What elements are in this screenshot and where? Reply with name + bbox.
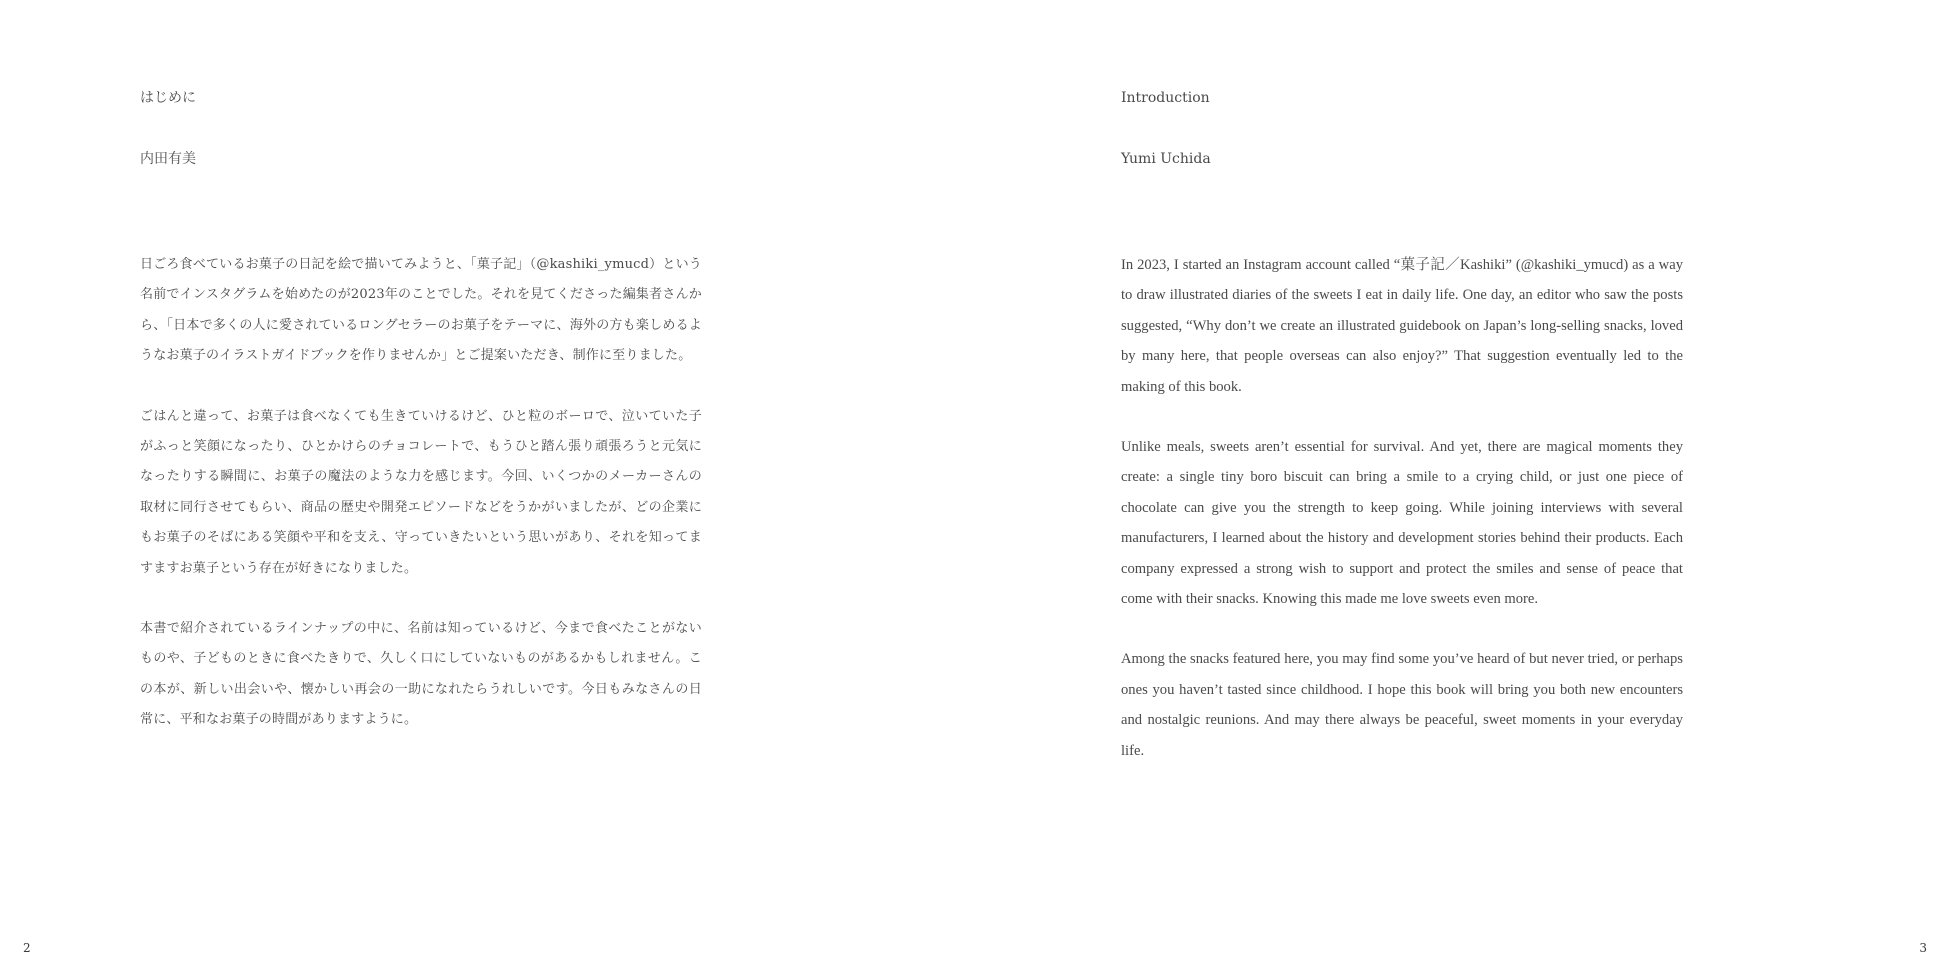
page-title-japanese: はじめに	[140, 90, 196, 106]
body-text-english	[1121, 250, 1683, 766]
paragraph-1-japanese: 日ごろ食べているお菓子の日記を絵で描いてみようと、「菓子記」（@kashiki_ymucd）という名前でインスタグラムを始めたのが2023年のことでした。それを見てくださった編集者さんから、「日本で多くの人に愛されているロングセラーのお菓子をテーマに、海外の方も楽しめるようなお菓子のイラストガイドブックを作りませんか」とご提案いただき、制作に至りました。	[140, 257, 702, 364]
paragraph-3-english: Among the snacks featured here, you may find some you’ve heard of but never tried, or perhaps ones you haven’t tasted since childhood. I hope this book will bring you both new encounters and nostalgic reunions. And may there always be peaceful, sweet moments in your everyday life.	[1121, 651, 1683, 759]
paragraph-3-japanese: 本書で紹介されているラインナップの中に、名前は知っているけど、今まで食べたことがないものや、子どものときに食べたきりで、久しく口にしていないものがあるかもしれません。この本が、新しい出会いや、懐かしい再会の一助になれたらうれしいです。今日もみなさんの日常に、平和なお菓子の時間がありますように。	[140, 621, 702, 728]
page-title-english: Introduction	[1121, 90, 1210, 106]
page-number-right: 3	[1919, 941, 1927, 955]
english-column	[1121, 88, 1683, 796]
paragraph-2-japanese: ごはんと違って、お菓子は食べなくても生きていけるけど、ひと粒のボーロで、泣いていた子がふっと笑顔になったり、ひとかけらのチョコレートで、もうひと踏ん張り頑張ろうと元気になったりする瞬間に、お菓子の魔法のような力を感じます。今回、いくつかのメーカーさんの取材に同行させてもらい、商品の歴史や開発エピソードなどをうかがいましたが、どの企業にもお菓子のそばにある笑顔や平和を支え、守っていきたいという思いがあり、それを知ってますますお菓子という存在が好きになりました。	[140, 408, 702, 576]
paragraph-2-english: Unlike meals, sweets aren’t essential for survival. And yet, there are magical moments they create: a single tiny boro biscuit can bring a smile to a crying child, or just one piece of chocolate can give you the strength to keep going. While joining interviews with several manufacturers, I learned about the history and development stories behind their products. Each company expressed a strong wish to support and protect the smiles and sense of peace that come with their snacks. Knowing this made me love sweets even more.	[1121, 439, 1683, 608]
author-name-english: Yumi Uchida	[1121, 151, 1211, 167]
japanese-column	[140, 88, 702, 766]
author-name-japanese: 内田有美	[140, 151, 196, 167]
page-number-left: 2	[23, 941, 31, 955]
body-text-japanese	[140, 250, 702, 736]
right-page	[975, 0, 1950, 975]
paragraph-1-english: In 2023, I started an Instagram account called “菓子記／Kashiki” (@kashiki_ymucd) as a way to draw illustrated diaries of the sweets I eat in daily life. One day, an editor who saw the posts suggested, “Why don’t we create an illustrated guidebook on Japan’s long-selling snacks, loved by many here, that people overseas can also enjoy?” That suggestion eventually led to the making of this book.	[1121, 257, 1683, 395]
